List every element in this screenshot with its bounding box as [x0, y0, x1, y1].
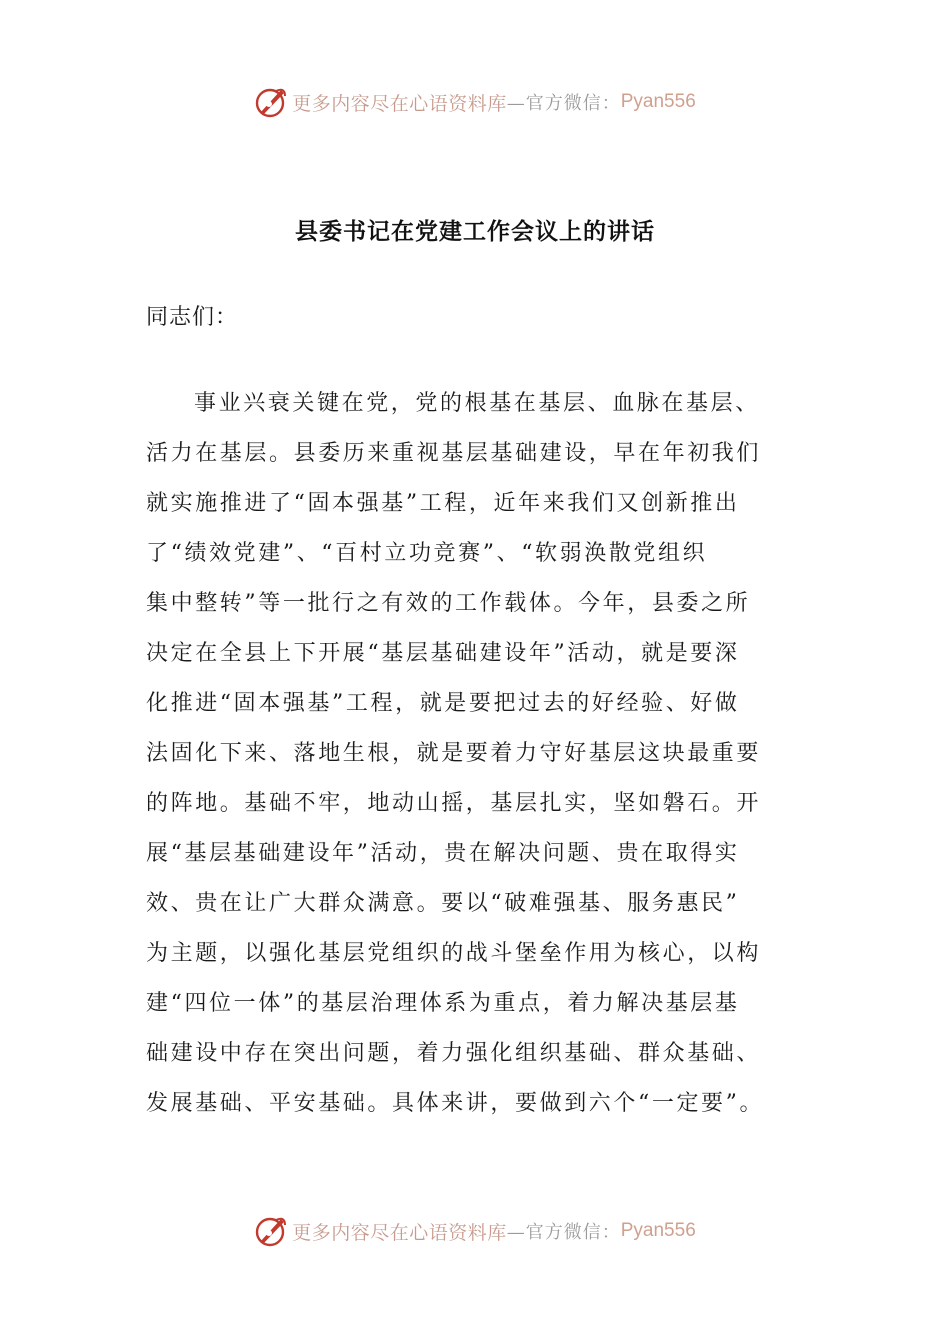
body-line: 化推进“固本强基”工程，就是要把过去的好经验、好做: [146, 691, 740, 716]
watermark-brand: 更多内容尽在心语资料库: [292, 92, 507, 115]
watermark-banner-top: [0, 82, 950, 122]
body-line: 建“四位一体”的基层治理体系为重点，着力解决基层基: [146, 991, 740, 1016]
body-line: 础建设中存在突出问题，着力强化组织基础、群众基础、: [146, 1041, 762, 1066]
body-line: 活力在基层。县委历来重视基层基础建设，早在年初我们: [146, 441, 762, 466]
body-line: 了“绩效党建”、“百村立功竞赛”、“软弱涣散党组织: [146, 541, 708, 566]
watermark-wechat-id: Pyan556: [620, 1220, 696, 1241]
body-line: 集中整转”等一批行之有效的工作载体。今年，县委之所: [146, 591, 751, 616]
watermark-wechat-label: —官方微信：: [506, 1222, 621, 1243]
body-line: 效、贵在让广大群众满意。要以“破难强基、服务惠民”: [146, 891, 740, 916]
body-line: 法固化下来、落地生根，就是要着力守好基层这块最重要: [146, 741, 762, 766]
body-paragraph: [146, 384, 826, 1134]
body-line: 就实施推进了“固本强基”工程，近年来我们又创新推出: [146, 491, 740, 516]
salutation: 同志们：: [146, 305, 239, 330]
body-line: 展“基层基础建设年”活动，贵在解决问题、贵在取得实: [146, 841, 740, 866]
body-line: 为主题，以强化基层党组织的战斗堡垒作用为核心，以构: [146, 941, 762, 966]
watermark-wechat-id: Pyan556: [620, 91, 696, 112]
watermark-banner-bottom: [0, 1211, 950, 1251]
body-line: 事业兴衰关键在党，党的根基在基层、血脉在基层、: [194, 391, 760, 416]
document-title: 县委书记在党建工作会议上的讲话: [295, 218, 655, 245]
quill-logo-icon: [254, 85, 288, 119]
quill-logo-icon: [254, 1214, 288, 1248]
watermark-wechat-label: —官方微信：: [506, 93, 621, 114]
watermark-brand: 更多内容尽在心语资料库: [292, 1221, 507, 1244]
body-line: 发展基础、平安基础。具体来讲，要做到六个“一定要”。: [146, 1091, 765, 1116]
body-line: 的阵地。基础不牢，地动山摇，基层扎实，坚如磐石。开: [146, 791, 762, 816]
body-line: 决定在全县上下开展“基层基础建设年”活动，就是要深: [146, 641, 740, 666]
